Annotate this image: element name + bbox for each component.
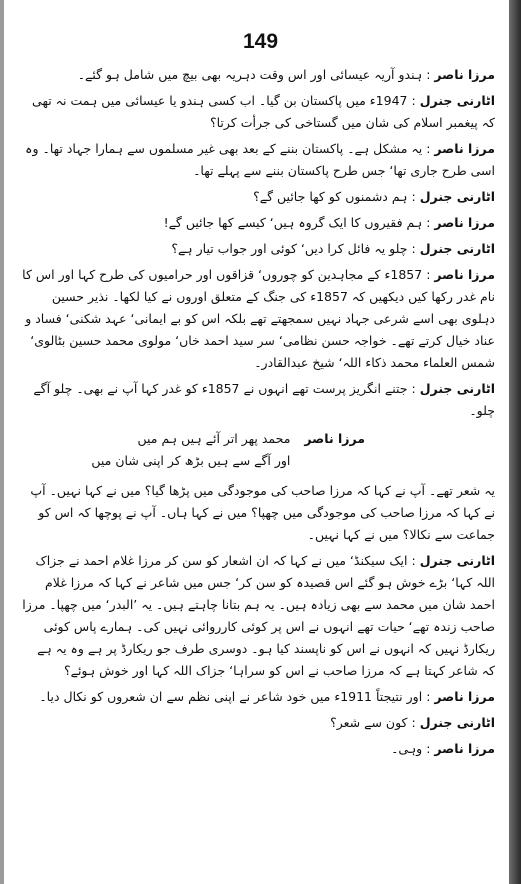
dialogue-text: 1857ء کے مجاہدین کو چوروں‘ قزاقوں اور حرامیوں کی طرح کہا اور اس کا نام غدر رکھا کیں دیکھیں کہ 1857ء کی جنگ کے متعلق اوروں نے کیا لکھا۔ نذیر حسین دہلوی بھی اسے شرعی جہاد نہیں سمجھتے تھے بلکہ اس کو بے ایمانی‘ عہد شکنی‘ فساد و عناد خیال کرتے تھے۔ خواجہ حسن نظامی‘ سر سید احمد خاں‘ مولوی محمد حسین بٹالوی‘ شمس العلماء محمد ذکاء اللہ‘ شیخ عبدالقادر۔ <box>22 267 495 370</box>
speaker-name: مرزا ناصر <box>434 67 495 82</box>
speaker-name: اٹارنی جنرل <box>419 241 495 256</box>
speaker-name: مرزا ناصر <box>434 141 495 156</box>
dialogue-paragraph <box>20 212 495 234</box>
speaker-separator: : <box>411 189 416 204</box>
dialogue-paragraph <box>20 550 495 682</box>
speaker-name: اٹارنی جنرل <box>419 93 495 108</box>
dialogue-text: جتنے انگریز پرست تھے انہوں نے 1857ء کو غدر کہا آپ نے بھی۔ چلو آگے چلو۔ <box>33 381 495 418</box>
dialogue-paragraph <box>20 378 495 422</box>
dialogue-text: ایک سیکنڈ‘ میں نے کہا کہ ان اشعار کو سن کر مرزا غلام احمد نے جزاک اللہ کہا‘ بڑے خوش ہو گئے اس قصیدہ کو سن کر‘ جس میں شاعر نے کہا کہ مرزا غلام احمد شان میں محمد سے بھی زیادہ ہیں۔ یہ ہم بتانا چاہتے ہیں۔ یہ ’البدر‘ میں چھپا۔ مرزا صاحب زندہ تھے‘ حیات تھے انہوں نے اس پر کوئی کارروائی نہیں کی۔ ہمارے پاس کوئی ریکارڈ نہیں کہ انہوں نے اس کو ناپسند کیا ہو۔ دوسری طرف جو ریکارڈ پر ہے وہ یہ ہے کہ شاعر کہتا ہے کہ مرزا صاحب نے اس کو سراہا‘ جزاک اللہ کہا اور خوش ہوئے؟ <box>22 553 495 678</box>
speaker-name: مرزا ناصر <box>434 267 495 282</box>
dialogue-text: ہم دشمنوں کو کھا جائیں گے؟ <box>253 189 408 204</box>
poem-line: محمد پھر اتر آئے ہیں ہم میں <box>137 431 291 446</box>
dialogue-paragraph <box>20 138 495 182</box>
page-body <box>20 64 495 764</box>
dialogue-paragraph <box>20 90 495 134</box>
speaker-name: اٹارنی جنرل <box>419 553 495 568</box>
page-left-edge <box>0 0 4 884</box>
dialogue-text: کون سے شعر؟ <box>330 715 408 730</box>
speaker-name: مرزا ناصر <box>434 741 495 756</box>
speaker-separator: : <box>426 141 431 156</box>
dialogue-text: ہندو آریہ عیسائی اور اس وقت دہریہ بھی بیچ میں شامل ہو گئے۔ <box>77 67 423 82</box>
dialogue-paragraph <box>20 264 495 374</box>
dialogue-paragraph <box>20 64 495 86</box>
dialogue-paragraph <box>20 238 495 260</box>
speaker-name: مرزا ناصر <box>434 215 495 230</box>
dialogue-paragraph <box>20 738 495 760</box>
speaker-separator: : <box>411 553 416 568</box>
speaker-separator: : <box>426 215 431 230</box>
speaker-separator: : <box>426 689 431 704</box>
dialogue-paragraph <box>20 186 495 208</box>
page-right-edge <box>509 0 521 884</box>
dialogue-paragraph <box>20 480 495 546</box>
poem-lines <box>91 428 290 472</box>
speaker-name: مرزا ناصر <box>434 689 495 704</box>
dialogue-paragraph <box>20 712 495 734</box>
dialogue-text: ہم فقیروں کا ایک گروہ ہیں‘ کیسے کھا جائیں گے! <box>163 215 423 230</box>
dialogue-text: وہی۔ <box>391 741 423 756</box>
speaker-name: اٹارنی جنرل <box>419 189 495 204</box>
speaker-separator: : <box>411 241 416 256</box>
speaker-name: اٹارنی جنرل <box>419 381 495 396</box>
page-number: 149 <box>242 30 279 53</box>
dialogue-text: یہ مشکل ہے۔ پاکستان بننے کے بعد بھی غیر مسلموں سے ہمارا جہاد تھا۔ وہ اسی طرح جاری تھا‘ جس طرح پاکستان بننے سے پہلے تھا۔ <box>25 141 495 178</box>
dialogue-text: اور نتیجتاً 1911ء میں خود شاعر نے اپنی نظم سے ان شعروں کو نکال دیا۔ <box>39 689 423 704</box>
speaker-name: اٹارنی جنرل <box>419 715 495 730</box>
poem-block <box>20 428 495 472</box>
poem-line: اور آگے سے ہیں بڑھ کر اپنی شان میں <box>91 453 291 468</box>
speaker-separator: : <box>411 381 416 396</box>
speaker-separator: : <box>426 267 431 282</box>
speaker-separator: : <box>411 715 416 730</box>
speaker-separator: : <box>426 741 431 756</box>
poem-speaker: مرزا ناصر <box>304 431 365 446</box>
dialogue-paragraph <box>20 686 495 708</box>
speaker-separator: : <box>411 93 416 108</box>
dialogue-text: چلو یہ فائل کرا دیں‘ کوئی اور جواب تیار ہے؟ <box>171 241 408 256</box>
speaker-separator: : <box>426 67 431 82</box>
dialogue-text: یہ شعر تھے۔ آپ نے کہا کہ مرزا صاحب کی موجودگی میں پڑھا گیا؟ میں نے کہا نہیں۔ آپ نے کہا کہ مرزا صاحب کی موجودگی میں چھپا؟ میں نے کہا ہاں۔ آپ نے پوچھا کہ اس کو جماعت سے نکالا؟ میں نے کہا نہیں۔ <box>30 483 495 542</box>
dialogue-text: 1947ء میں پاکستان بن گیا۔ اب کسی ہندو یا عیسائی میں ہمت نہ تھی کہ پیغمبر اسلام کی شان میں گستاخی کی جرأت کرتا؟ <box>32 93 495 130</box>
